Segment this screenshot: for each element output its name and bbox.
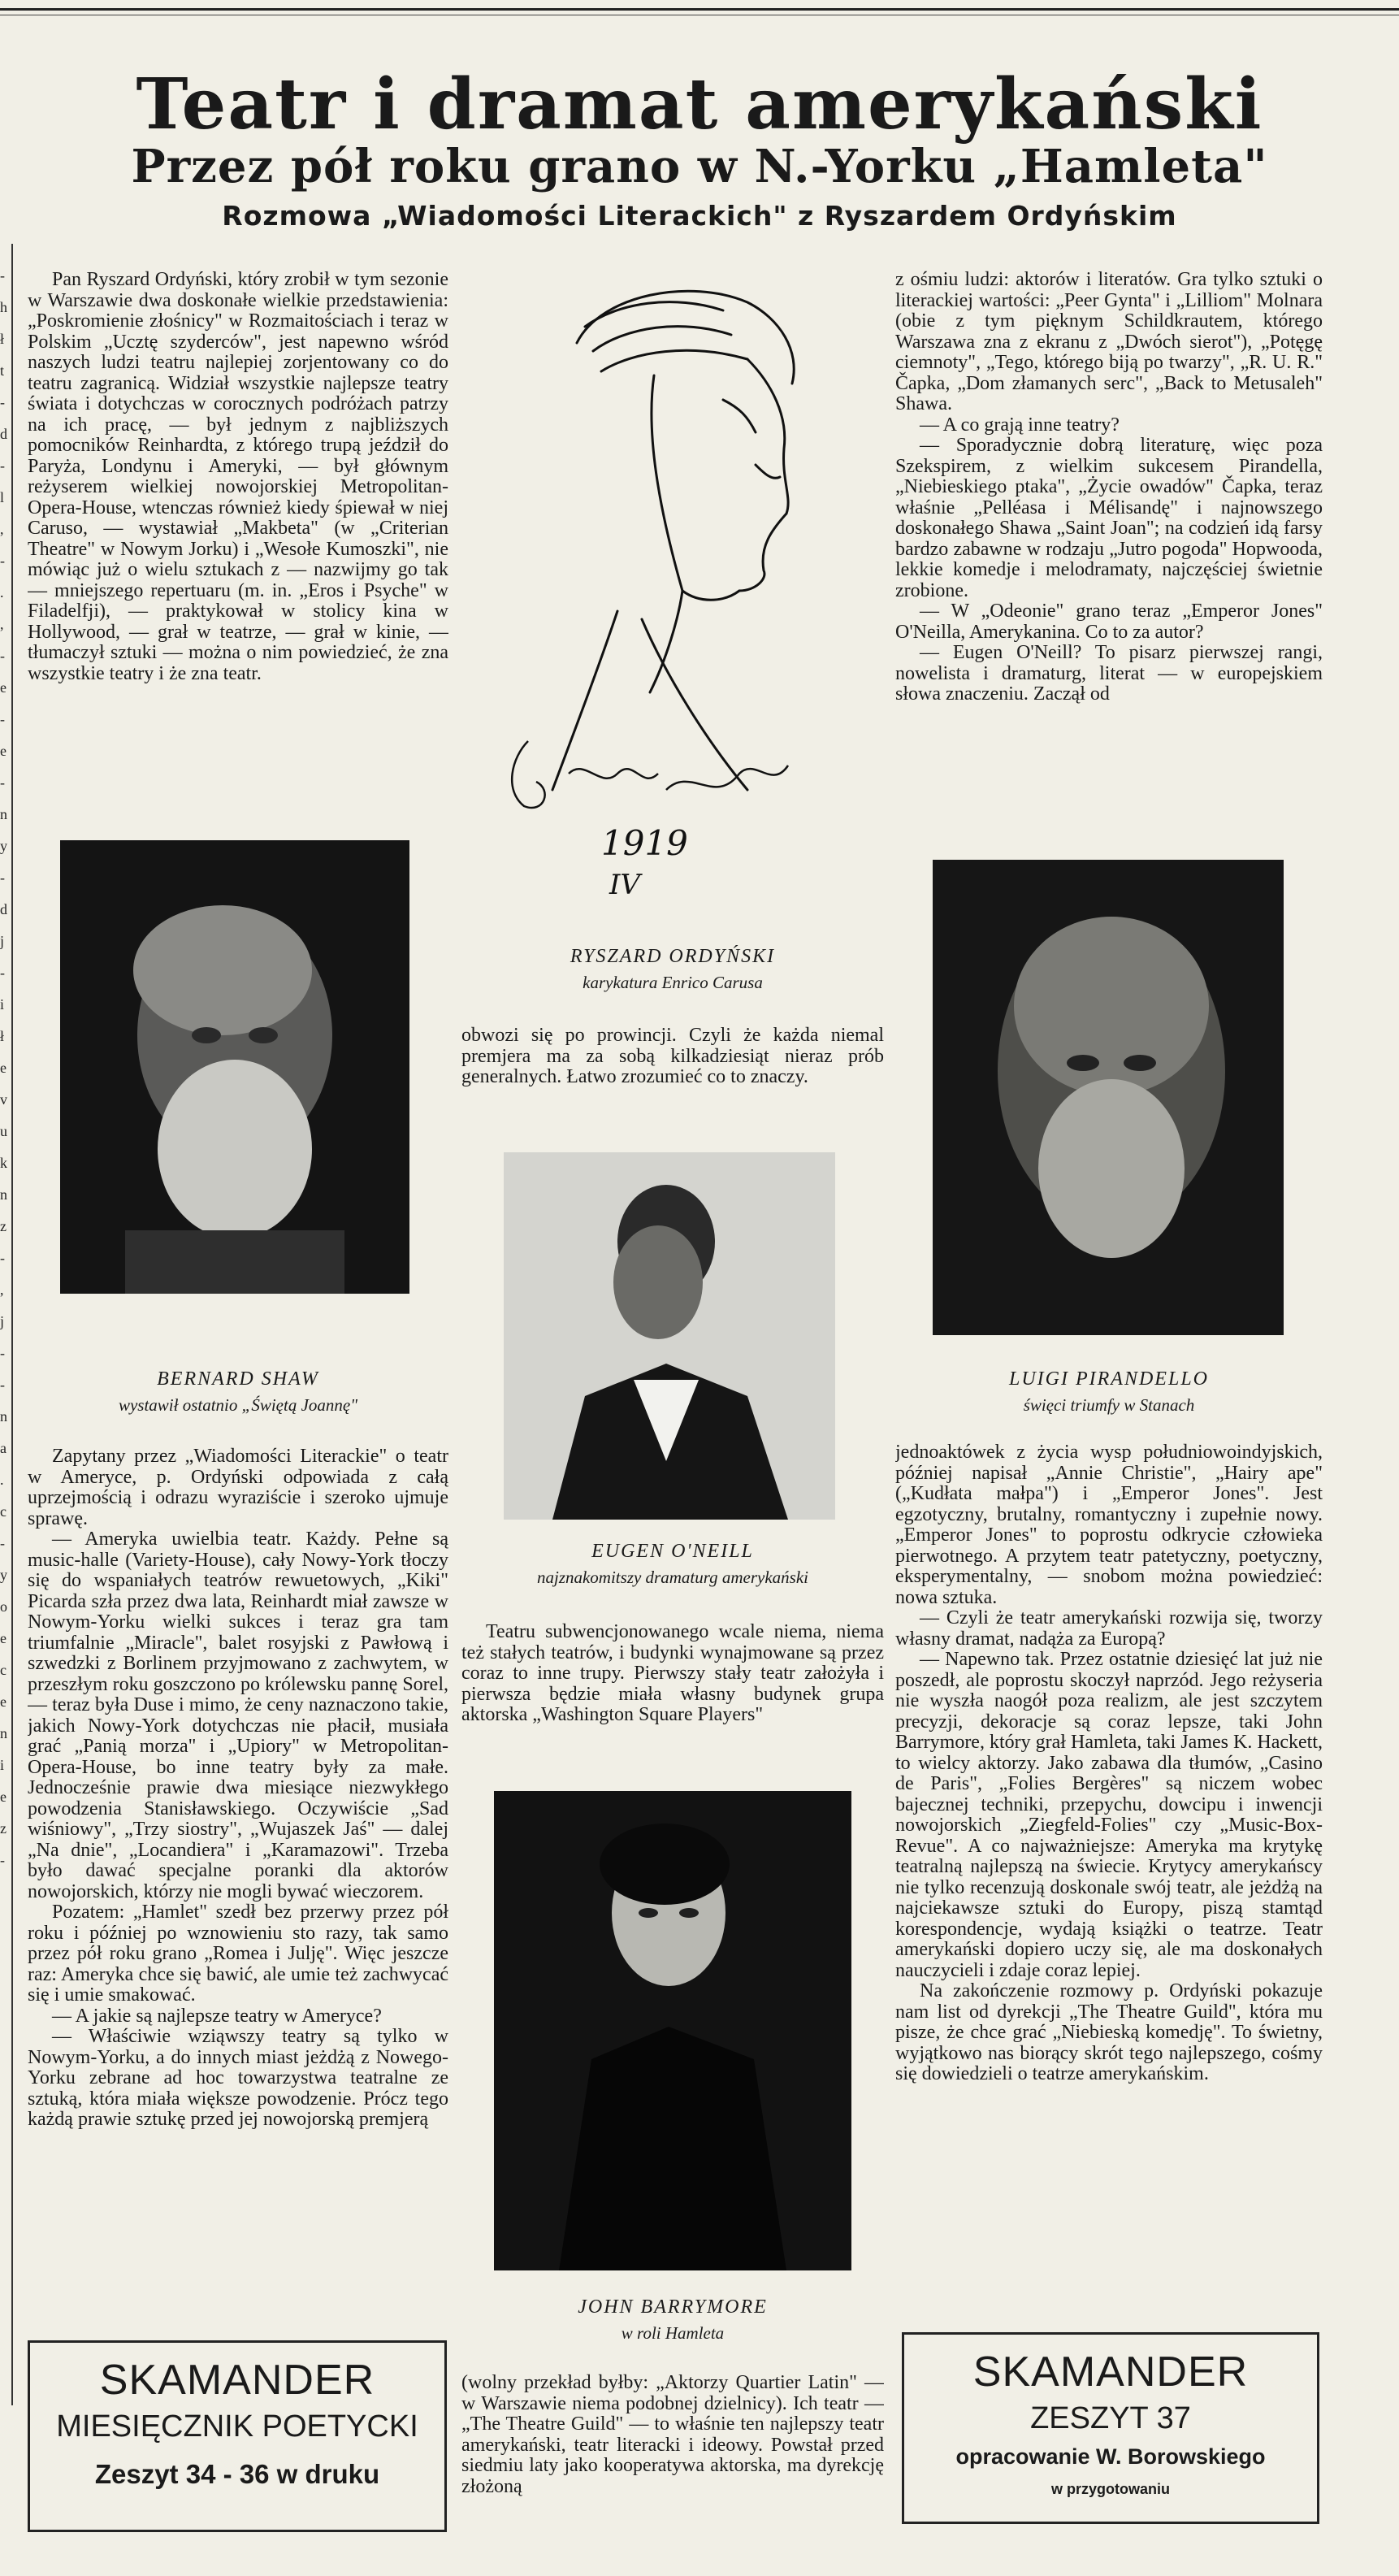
- column-2-bottom: [461, 2373, 884, 2568]
- paragraph: — Czyli że teatr amerykański rozwija się, tworzy własny dramat, nadąża za Europą?: [895, 1607, 1323, 1650]
- paragraph: — Eugen O'Neill? To pisarz pierwszej rangi, nowelista i dramaturg, literat — w europejskiem słowa znaczeniu. Zaczął od: [895, 642, 1323, 705]
- skamander-ad-right: [902, 2332, 1319, 2524]
- paragraph: Teatru subwencjonowanego wcale niema, niema też stałych teatrów, i budynki wynajmowane są przez coraz to inne trupy. Pierwszy stały teatr założyła i pierwsza będzie miała własny budynek grupa aktorska „Washington Square Players": [461, 1622, 884, 1725]
- caricature-drawing: [479, 270, 869, 920]
- paragraph: obwozi się po prowincji. Czyli że każda niemal premjera ma za sobą kilkadziesiąt nieraz prób generalnych. Łatwo zrozumieć co to znaczy.: [461, 1026, 884, 1087]
- article-kicker: Rozmowa „Wiadomości Literackich" z Ryszardem Ordyńskim: [222, 200, 1177, 232]
- pirandello-caption: [895, 1368, 1323, 1416]
- column-1-top: [28, 270, 448, 822]
- caption-sub: w roli Hamleta: [621, 2323, 725, 2343]
- caption-sub: karykatura Enrico Carusa: [583, 973, 763, 992]
- skamander-ad-left: [28, 2340, 447, 2532]
- caption-name: EUGEN O'NEILL: [591, 1541, 754, 1562]
- portrait-image: [494, 1791, 851, 2270]
- paragraph: Pozatem: „Hamlet" szedł bez przerwy przez pół roku i później po wznowieniu sto razy, tak samo przez pół roku grano „Romea i Julję". Więc jeszcze raz: Ameryka chce się bawić, ale umie też zachwycać się i umie smakować.: [28, 1902, 448, 2006]
- column-3-top: [895, 270, 1323, 829]
- left-gutter-text: - h ł t - d - l , - . , - e - e - n y - d j - i ł e v u k n z - , j - - n a . c - y o e c e n i e z -: [0, 267, 7, 1868]
- ad-issue: ZESZYT 37: [1030, 2401, 1191, 2435]
- caricature-date: 1919: [601, 823, 688, 863]
- caption-name: BERNARD SHAW: [157, 1368, 319, 1390]
- paragraph: — Napewno tak. Przez ostatnie dziesięć lat już nie poszedł, ale poprostu skoczył naprzód. Jego reżyseria nie wyszła naogół poza realizm, ale jest szczytem precyzji, dekoracje są coraz lepsze, taki John Barrymore, który grał Hamleta, taki James K. Hackett, to wielcy aktorzy. Jako zabawa dla tłumów, „Casino de Paris", „Folies Bergères" są niczem wobec bajecznej techniki, przepychu, dowcipu i inwencji nowojorskich „Ziegfeld-Folies" czy „Music-Box-Revue". A co najważniejsze: Ameryka ma krytykę teatralną najlepszą na świecie. Krytycy amerykańscy nie tylko recenzują doskonale swój teatr, ale jeżdżą na najciekawsze sztuki do Europy, piszą stamtąd korespondencje, wydają książki o teatrze. Teatr amerykański dopiero uczy się, ale ma doskonałych nauczycieli i zdaje coraz lepiej.: [895, 1649, 1323, 1981]
- column-1-bottom: [28, 1446, 448, 2332]
- barrymore-caption: [461, 2296, 884, 2344]
- paragraph: — W „Odeonie" grano teraz „Emperor Jones" O'Neilla, Amerykanina. Co to za autor?: [895, 601, 1323, 643]
- caption-sub: święci triumfy w Stanach: [1023, 1395, 1195, 1415]
- ad-subtitle: MIESIĘCZNIK POETYCKI: [56, 2409, 418, 2444]
- paragraph: — Ameryka uwielbia teatr. Każdy. Pełne są music-halle (Variety-House), cały Nowy-York tłoczy się do wspaniałych teatrów rewuetowych, „Kiki" Picarda szła przez dwa lata, Reinhardt miał zawsze w Nowym-Yorku wielki sukces i teraz gra tam triumfalnie „Miracle", balet rosyjski z Pawłową i szwedzki z Borlinem przyjmowano z zachwytem, w przeszłym roku goszczono po królewsku pannę Sorel, — teraz była Duse i mimo, że ceny naznaczono takie, jakich Nowy-York dotychczas nie płacił, musiała grać „Panią morza" i „Upiory" w Metropolitan-Opera-House, bo inne teatry były za małe. Jednocześnie prawie dwa miesiące niezwykłego powodzenia Stanisławskiego. Oczywiście „Sad wiśniowy", „Trzy siostry", „Wujaszek Jaś" — dalej „Na dnie", „Locandiera" i „Karamazowi". Trzeba było dawać specjalne poranki dla aktorów nowojorskich, którzy nie mogli bywać wieczorem.: [28, 1529, 448, 1902]
- caption-name: JOHN BARRYMORE: [578, 2296, 768, 2318]
- paragraph: — Sporadycznie dobrą literaturę, więc poza Szekspirem, z wielkim sukcesem Pirandella, „Niebieskiego ptaka", „Życie owadów" Čapka, teraz właśnie „Pelléasa i Mélisandę" i najnowszego doskonałego Shawa „Saint Joan"; na codzień idą farsy bardzo zabawne w rodzaju „Jutro pogoda" Hopwooda, lekkie komedje i melodramaty, najczęściej świetnie zrobione.: [895, 435, 1323, 601]
- column-3-bottom: [895, 1442, 1323, 2292]
- paragraph: — Właściwie wziąwszy teatry są tylko w Nowym-Yorku, a do innych miast jeżdżą z Nowego-Yorku zebrane ad hoc towarzystwa teatralne ze sztuką, która miała większe powodzenie. Prócz tego każdą prawie sztukę przed jej nowojorską premjerą: [28, 2026, 448, 2130]
- column-2-middle: [461, 1622, 884, 1785]
- paragraph: (wolny przekład byłby: „Aktorzy Quartier Latin" — w Warszawie niema podobnej dzielnicy). Ich teatr — „The Theatre Guild" — to właśnie ten najlepszy teatr amerykański, teatr literacki i ideowy. Powstał przed siedmiu laty jako kooperatywa aktorska, ma dyrekcję złożoną: [461, 2373, 884, 2497]
- paragraph: z ośmiu ludzi: aktorów i literatów. Gra tylko sztuki o literackiej wartości: „Peer Gynta" i „Lilliom" Molnara (obie z tym pięknym Schildkrautem, którego Warszawa zna z ekranu z „Dwóch sierot"), „Potęgę ciemnoty", „Tego, którego biją po twarzy", „R. U. R." Čapka, „Dom złamanych serc", „Back to Metusaleh" Shawa.: [895, 270, 1323, 414]
- caricature-caption: [461, 946, 884, 993]
- oneill-photo: [504, 1152, 835, 1520]
- paragraph: Zapytany przez „Wiadomości Literackie" o teatr w Ameryce, p. Ordyński odpowiada z całą uprzejmością i odrazu wyraziście i szeroko ujmuje sprawę.: [28, 1446, 448, 1529]
- shaw-caption: [28, 1368, 448, 1416]
- portrait-image: [933, 860, 1284, 1335]
- caricature-date-2: IV: [609, 869, 640, 901]
- paragraph: Pan Ryszard Ordyński, który zrobił w tym sezonie w Warszawie dwa doskonałe wielkie przedstawienia: „Poskromienie złośnicy" w Rozmaitościach i teraz w Polskim „Ucztę szyderców", jest napewno wśród naszych ludzi teatru najlepiej zorjentowany co do teatru zagranicą. Widział wszystkie najlepsze teatry świata i dotychczas w corocznych podróżach patrzy na ich pracę, — był jednym z najbliższych pomocników Reinhardta, z którego trupą jeździł do Paryża, Londynu i Ameryki, — był głównym reżyserem wielkiej nowojorskiej Metropolitan-Opera-House, wtenczas również kiedy śpiewał w niej Caruso, — wystawiał „Makbeta" (w „Criterian Theatre" w Nowym Jorku) i „Wesołe Kumoszki", nie mówiąc już o wielu sztukach z — nazwijmy go tak — mniejszego repertuaru (m. in. „Eros i Psyche" w Filadelfji), — praktykował w stolicy kina w Hollywood, — grał w teatrze, — grał w kinie, — tłumaczył sztuki — można o nim powiedzieć, że zna wszystkie teatry i że zna teatr.: [28, 270, 448, 684]
- article-subtitle: Przez pół roku grano w N.-Yorku „Hamleta": [131, 140, 1268, 193]
- portrait-image: [60, 840, 409, 1294]
- ad-status: w przygotowaniu: [1051, 2481, 1170, 2497]
- caption-name: RYSZARD ORDYŃSKI: [570, 946, 776, 967]
- portrait-image: [504, 1152, 835, 1520]
- paragraph: — A co grają inne teatry?: [920, 414, 1120, 436]
- ad-issue: Zeszyt 34 - 36 w druku: [94, 2459, 380, 2489]
- paragraph: jednoaktówek z życia wysp południowoindyjskich, później napisał „Annie Christie", „Hairy ape" („Kudłata małpa") i „Emperor Jones". Jest egzotyczny, brutalny, romantyczny i zupełnie nowy. „Emperor Jones" to poprostu odkrycie człowieka pierwotnego. A przytem teatr patetyczny, poetyczny, eksperymentalny, — snobom można powiedzieć: nowa sztuka.: [895, 1442, 1323, 1608]
- oneill-caption: [461, 1541, 884, 1588]
- column-2-top: [461, 1026, 884, 1123]
- caricature-sketch: [479, 270, 869, 920]
- ad-title: SKAMANDER: [972, 2348, 1249, 2396]
- pirandello-photo: [933, 860, 1284, 1335]
- caption-name: LUIGI PIRANDELLO: [1009, 1368, 1209, 1390]
- caption-sub: najznakomitszy dramaturg amerykański: [536, 1568, 809, 1587]
- article-title: Teatr i dramat amerykański: [136, 63, 1263, 145]
- ad-title: SKAMANDER: [99, 2357, 375, 2404]
- paragraph: Na zakończenie rozmowy p. Ordyński pokazuje nam list od dyrekcji „The Theatre Guild", która mu pisze, że chce grać „Niebieską komedję". To świetny, wyjątkowo nas biorący skrót tego najlepszego, cośmy się dowiedzieli o teatrze amerykańskim.: [895, 1980, 1323, 2084]
- ad-editor: opracowanie W. Borowskiego: [955, 2444, 1266, 2469]
- barrymore-photo: [494, 1791, 851, 2270]
- top-rule: [0, 8, 1399, 11]
- paragraph: — A jakie są najlepsze teatry w Ameryce?: [52, 2005, 382, 2027]
- caption-sub: wystawił ostatnio „Świętą Joannę": [118, 1395, 358, 1415]
- bernard-shaw-photo: [60, 840, 409, 1294]
